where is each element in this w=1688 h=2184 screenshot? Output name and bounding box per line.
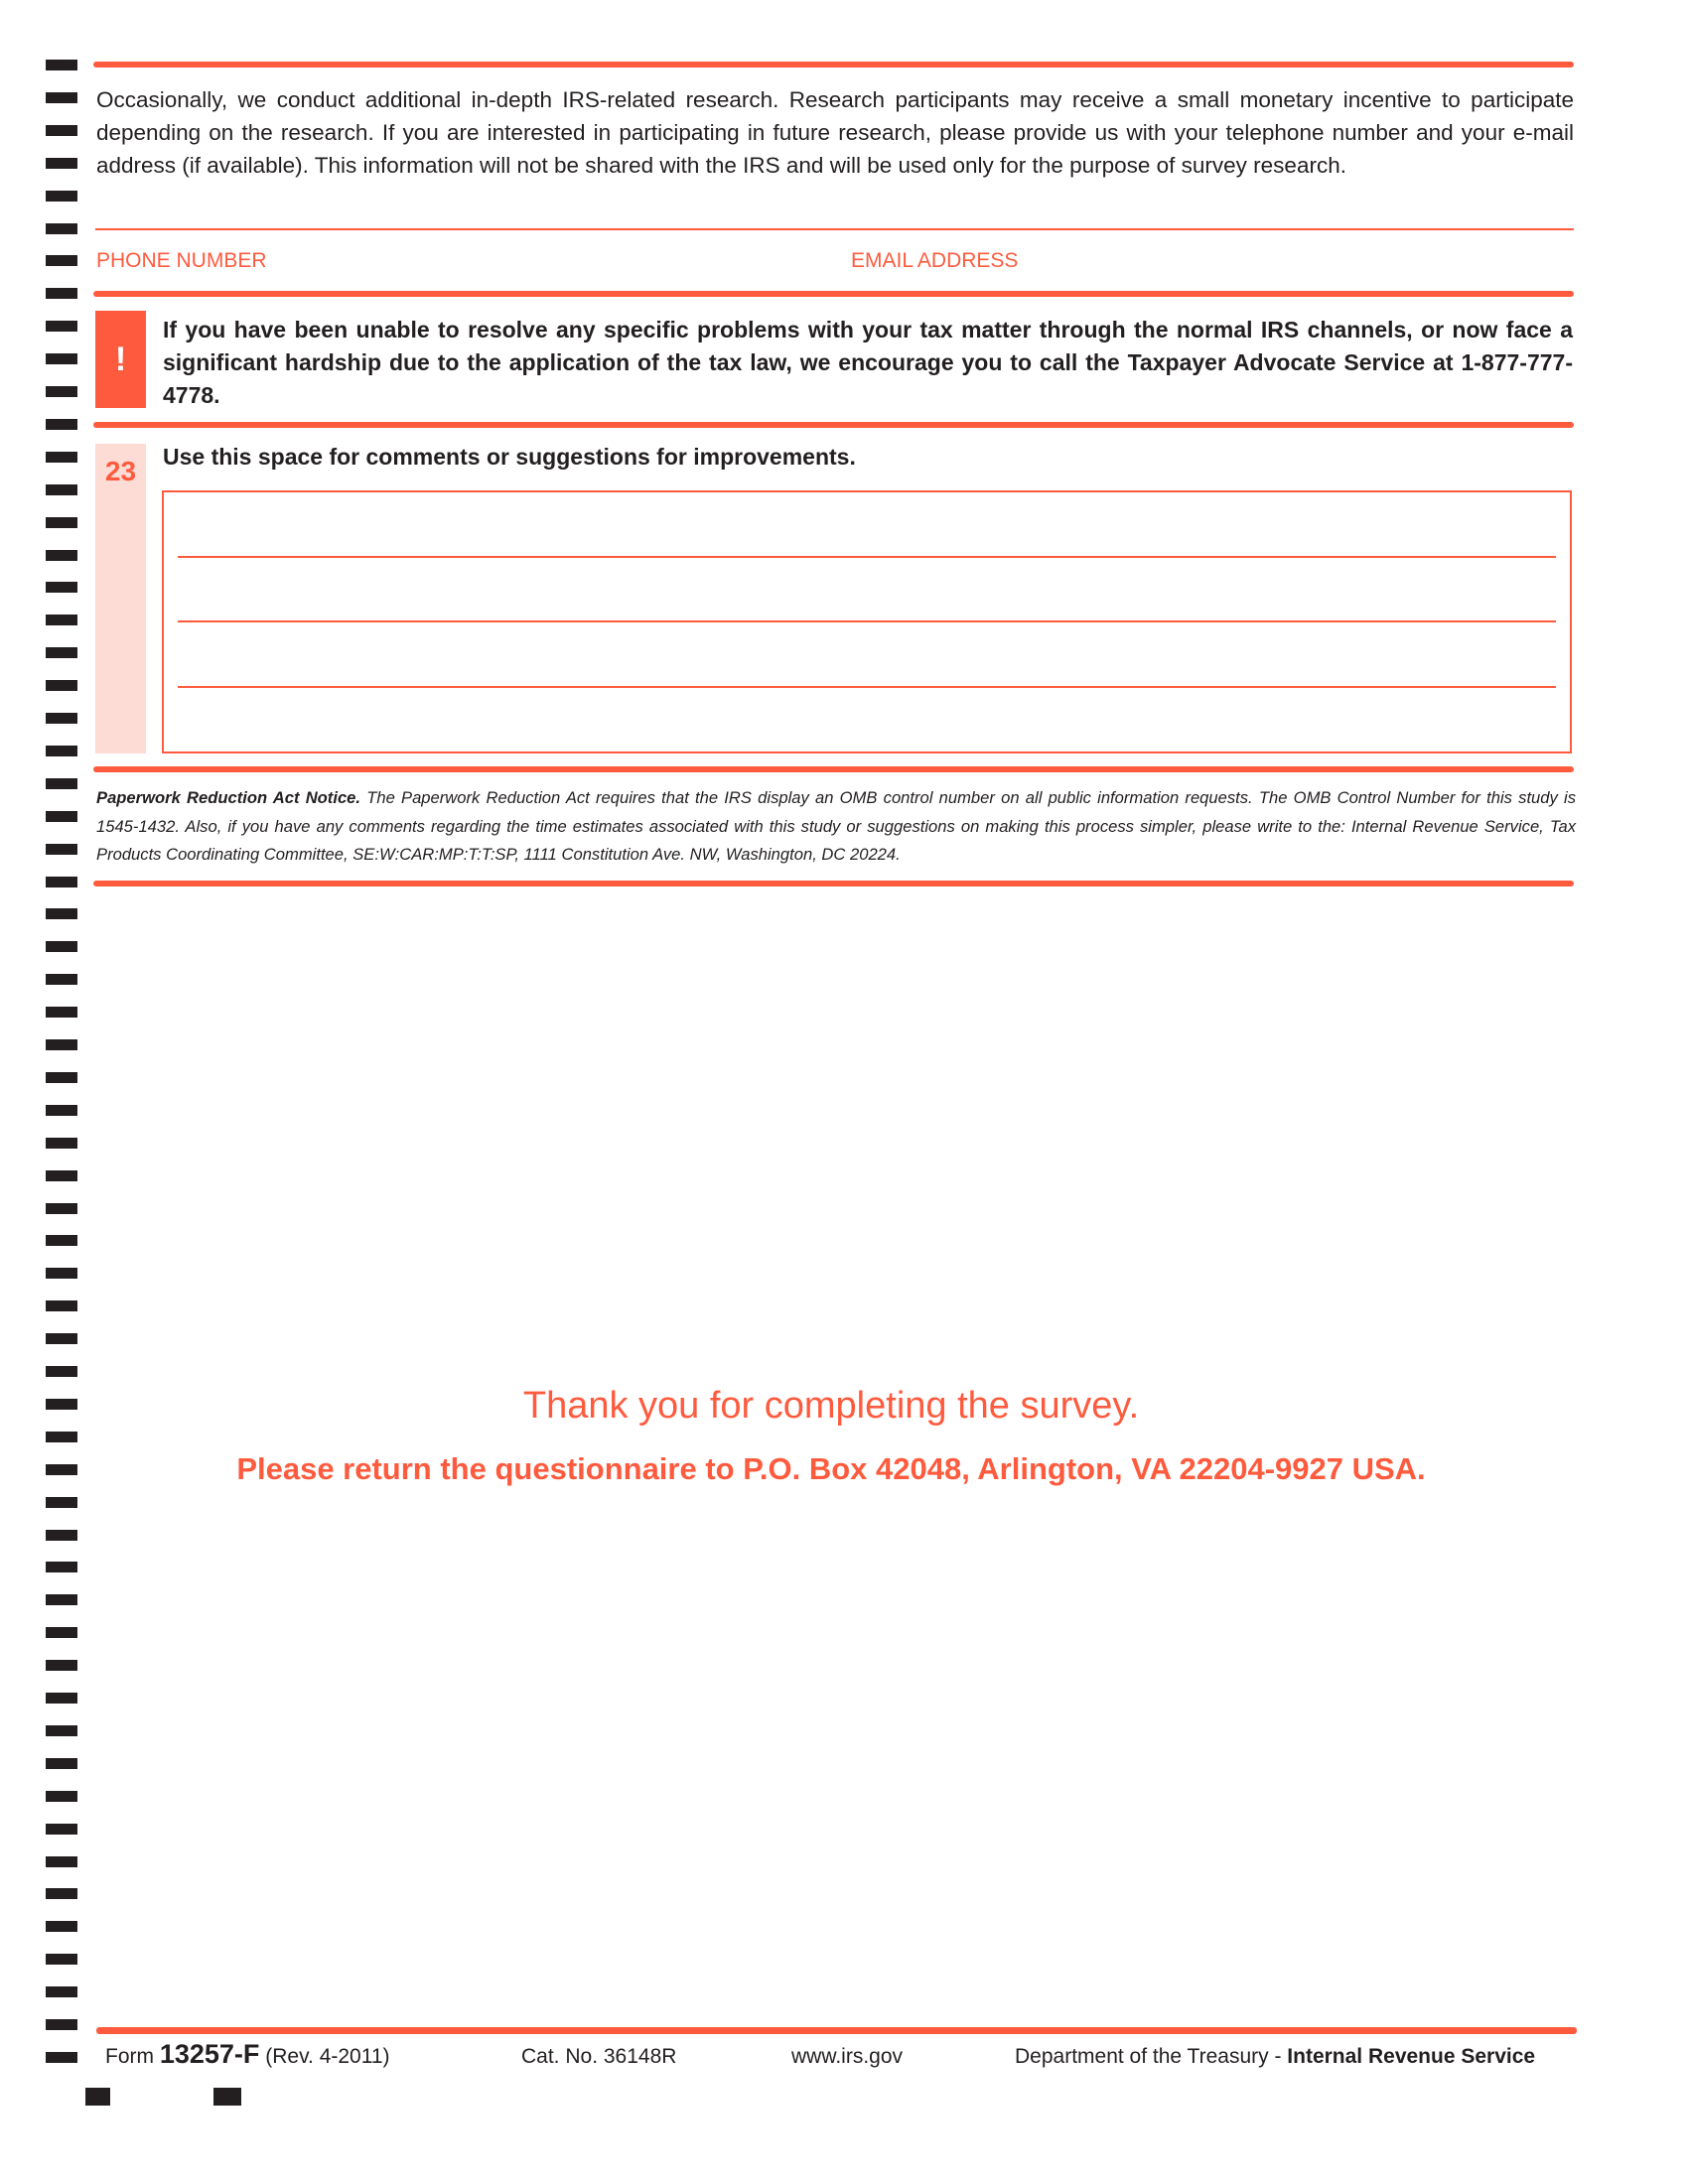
timing-mark xyxy=(46,1954,77,1965)
timing-mark xyxy=(46,1170,77,1181)
timing-mark xyxy=(46,125,77,136)
timing-mark-bottom-a xyxy=(85,2088,110,2106)
timing-mark xyxy=(46,550,77,561)
alert-icon: ! xyxy=(95,311,146,408)
timing-mark xyxy=(46,1986,77,1997)
catalog-number: Cat. No. 36148R xyxy=(521,2045,677,2068)
divider xyxy=(95,228,1574,230)
timing-mark xyxy=(46,1007,77,1018)
form-id xyxy=(105,2039,390,2070)
timing-mark xyxy=(46,1660,77,1671)
timing-mark xyxy=(46,1888,77,1899)
timing-mark-bottom-b xyxy=(213,2088,241,2106)
comment-line xyxy=(178,620,1556,622)
timing-mark xyxy=(46,778,77,789)
timing-mark xyxy=(46,2052,77,2063)
department xyxy=(1015,2045,1535,2069)
timing-mark xyxy=(46,941,77,952)
paperwork-title: Paperwork Reduction Act Notice. xyxy=(96,788,361,807)
question-number: 23 xyxy=(104,456,137,486)
paperwork-text: The Paperwork Reduction Act requires that the IRS display an OMB control number on all public information requests. The OMB Control Number for this study is 1545-1432. Also, if you have any comments regarding the time estimates associated with this study or suggestions on making this process simpler, please write to the: Internal Revenue Service, Tax Products Coordinating Committee, SE:W:CAR:MP:T:T:SP, 1111 Constitution Ave. NW, Washington, DC 20224. xyxy=(96,788,1576,864)
timing-mark xyxy=(46,1594,77,1605)
timing-mark xyxy=(46,191,77,202)
divider xyxy=(93,881,1574,887)
timing-mark xyxy=(46,582,77,593)
timing-mark xyxy=(46,452,77,463)
timing-mark xyxy=(46,1627,77,1638)
thank-you-message: Thank you for completing the survey. xyxy=(522,1385,1140,1427)
timing-mark xyxy=(46,1333,77,1344)
timing-mark xyxy=(46,974,77,985)
timing-mark xyxy=(46,1268,77,1279)
timing-mark xyxy=(46,1072,77,1083)
timing-mark xyxy=(46,1856,77,1867)
divider xyxy=(93,766,1574,772)
timing-mark xyxy=(46,844,77,855)
timing-mark xyxy=(46,1203,77,1214)
form-prefix: Form xyxy=(105,2045,160,2068)
comment-line xyxy=(178,556,1556,558)
timing-mark xyxy=(46,1039,77,1050)
timing-mark xyxy=(46,158,77,169)
timing-mark xyxy=(46,288,77,299)
timing-mark xyxy=(46,1693,77,1704)
timing-mark xyxy=(46,1791,77,1802)
timing-mark xyxy=(46,321,77,332)
taxpayer-advocate-notice: If you have been unable to resolve any specific problems with your tax matter through the normal IRS channels, or now face a significant hardship due to the application of the tax law, we encourage you to call the Taxpayer Advocate Service at 1-877-777-4778. xyxy=(163,317,1573,408)
phone-number-field[interactable]: PHONE NUMBER xyxy=(96,249,267,272)
paperwork-reduction-notice xyxy=(96,784,1576,870)
timing-mark xyxy=(46,877,77,887)
timing-mark xyxy=(46,713,77,724)
timing-mark xyxy=(46,1497,77,1508)
irs-website: www.irs.gov xyxy=(791,2045,904,2068)
timing-mark xyxy=(46,1138,77,1149)
timing-mark xyxy=(46,811,77,822)
question-text: Use this space for comments or suggestions for improvements. xyxy=(163,444,856,470)
agency-name: Internal Revenue Service xyxy=(1287,2045,1536,2068)
timing-mark xyxy=(46,386,77,397)
timing-mark xyxy=(46,647,77,658)
timing-mark xyxy=(46,1300,77,1311)
department-name: Department of the Treasury - xyxy=(1015,2045,1288,2068)
timing-mark xyxy=(46,1235,77,1246)
timing-mark xyxy=(46,484,77,495)
timing-mark xyxy=(46,1562,77,1572)
timing-mark xyxy=(46,517,77,528)
return-address: Please return the questionnaire to P.O. Box 42048, Arlington, VA 22204-9927 USA. xyxy=(236,1451,1426,1486)
divider xyxy=(93,62,1574,68)
timing-mark xyxy=(46,1432,77,1442)
timing-mark xyxy=(46,2019,77,2030)
timing-mark xyxy=(46,60,77,70)
timing-mark xyxy=(46,92,77,103)
timing-mark xyxy=(46,908,77,919)
timing-mark xyxy=(46,1824,77,1835)
comment-line xyxy=(178,686,1556,688)
timing-mark xyxy=(46,680,77,691)
timing-mark xyxy=(46,614,77,625)
form-revision: (Rev. 4-2011) xyxy=(259,2045,390,2068)
timing-mark xyxy=(46,223,77,234)
timing-mark xyxy=(46,419,77,430)
timing-mark xyxy=(46,1105,77,1116)
timing-mark xyxy=(46,1366,77,1377)
timing-mark xyxy=(46,746,77,756)
timing-mark xyxy=(46,1758,77,1769)
timing-mark xyxy=(46,1921,77,1932)
timing-mark xyxy=(46,1530,77,1541)
question-number-band xyxy=(95,444,146,753)
research-intro: Occasionally, we conduct additional in-depth IRS-related research. Research participants may receive a small monetary incentive to participate depending on the research. If you are interested in participating in future research, please provide us with your telephone number and your e-mail address (if available). This information will not be shared with the IRS and will be used only for the purpose of survey research. xyxy=(96,87,1574,178)
timing-mark xyxy=(46,1725,77,1736)
timing-mark xyxy=(46,353,77,364)
timing-mark xyxy=(46,255,77,266)
divider xyxy=(93,291,1574,297)
email-address-field[interactable]: EMAIL ADDRESS xyxy=(851,249,1019,272)
form-number: 13257-F xyxy=(159,2039,260,2069)
footer-divider xyxy=(96,2027,1577,2034)
divider xyxy=(93,422,1574,428)
